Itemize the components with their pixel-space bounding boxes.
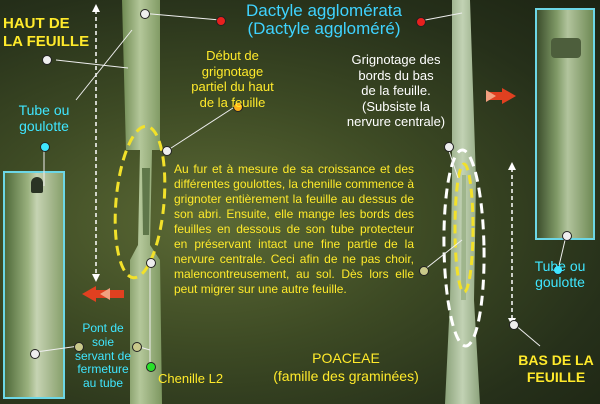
family-line2: (famille des graminées) — [273, 367, 419, 384]
marker-dot-white-haut — [42, 55, 52, 65]
family-line1: POACEAE — [312, 350, 380, 366]
title-line1: Dactyle agglomérata — [246, 1, 402, 20]
label-haut-feuille: HAUT DE LA FEUILLE — [3, 15, 90, 50]
marker-dot-white-leaf-2 — [162, 146, 172, 156]
description-text: Au fur et à mesure de sa croissance et des différentes goulottes, la chenille commence à grignoter entièrement la feuille au dessus de son abri. Ensuite, elle mange les bords des feuilles en dessous de son tube protecteur en préservant intact une fine partie de la nervure centrale. Ceci afin de ne pas choir, malencontreusement, au sol. Dès lors elle peut migrer sur une autre feuille. — [174, 162, 414, 296]
marker-dot-white-leaf-3 — [146, 258, 156, 268]
title-line2: (Dactyle aggloméré) — [247, 19, 401, 39]
label-pont-soie: Pont de soie servant de fermeture au tube — [74, 321, 132, 391]
title — [224, 2, 424, 39]
label-bas-feuille: BAS DE LA FEUILLE — [518, 352, 594, 385]
marker-dot-green — [146, 362, 156, 372]
marker-dot-white-tube — [30, 349, 40, 359]
marker-dot-white-leaf — [140, 9, 150, 19]
family-label — [258, 350, 434, 385]
marker-dot-white-grignotage — [444, 142, 454, 152]
label-debut-grignotage: Début de grignotage partiel du haut de la feuille — [191, 48, 274, 110]
label-chenille: Chenille L2 — [158, 371, 224, 386]
label-grignotage-bords: Grignotage des bords du bas de la feuille. (Subsiste la nervure centrale) — [346, 52, 446, 130]
marker-dot-white-right-inset — [562, 231, 572, 241]
marker-dot-olive-3 — [419, 266, 429, 276]
marker-dot-white-bas — [509, 320, 519, 330]
label-tube-right: Tube ou goulotte — [534, 258, 586, 291]
marker-dot-cyan-left — [40, 142, 50, 152]
label-tube-left: Tube ou goulotte — [18, 102, 70, 135]
